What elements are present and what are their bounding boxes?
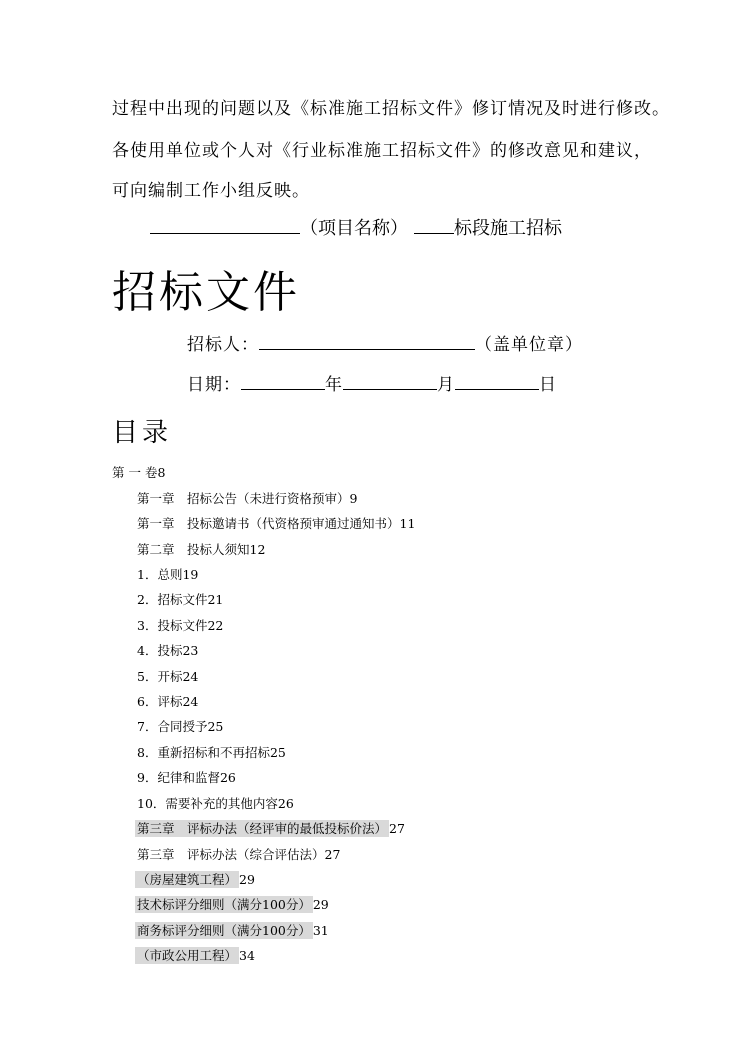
toc-item-highlight: 技术标评分细则（满分100分） <box>137 897 311 912</box>
toc-item-page: 31 <box>312 923 329 938</box>
tenderer-blank <box>259 331 475 350</box>
month-blank <box>343 371 437 390</box>
toc-item[interactable]: 8．重新招标和不再招标25 <box>137 745 286 760</box>
project-name-label: （项目名称） <box>300 218 408 239</box>
toc-item[interactable]: 第一章 招标公告（未进行资格预审）9 <box>137 491 358 506</box>
intro-line-3: 可向编制工作小组反映。 <box>112 181 310 201</box>
tenderer-label: 招标人： <box>187 335 259 355</box>
year-label: 年 <box>325 375 343 395</box>
toc-item-highlight: 商务标评分细则（满分100分） <box>137 923 311 938</box>
section-label: 标段施工招标 <box>454 218 562 239</box>
date-line <box>187 370 557 395</box>
toc-item[interactable] <box>137 819 405 837</box>
toc-item[interactable]: 9．纪律和监督26 <box>137 770 236 785</box>
project-name-blank <box>150 215 300 234</box>
toc-item[interactable] <box>137 870 255 888</box>
toc-item-highlight: （市政公用工程） <box>137 948 238 963</box>
toc-item[interactable]: 4．投标23 <box>137 643 199 658</box>
section-blank <box>414 215 454 234</box>
day-blank <box>455 371 539 390</box>
toc-item-page: 29 <box>312 897 329 912</box>
toc-item[interactable] <box>137 921 329 939</box>
toc-item[interactable]: 7．合同授予25 <box>137 719 224 734</box>
toc-item[interactable]: 第二章 投标人须知12 <box>137 542 266 557</box>
day-label: 日 <box>539 375 557 395</box>
toc-item[interactable]: 1．总则19 <box>137 567 199 582</box>
toc-volume[interactable]: 第 一 卷8 <box>112 465 166 480</box>
toc-item-page: 27 <box>389 821 405 836</box>
seal-label: （盖单位章） <box>475 335 583 355</box>
toc-item-page: 29 <box>239 872 255 887</box>
tenderer-line <box>187 330 583 355</box>
toc-item[interactable]: 5．开标24 <box>137 669 199 684</box>
date-label: 日期： <box>187 375 241 395</box>
toc-item[interactable]: 10．需要补充的其他内容26 <box>137 796 294 811</box>
month-label: 月 <box>437 375 455 395</box>
toc-item[interactable] <box>137 895 329 913</box>
toc-item-highlight: 第三章 评标办法（经评审的最低投标价法） <box>137 821 388 836</box>
intro-line-2: 各使用单位或个人对《行业标准施工招标文件》的修改意见和建议， <box>112 141 652 161</box>
toc-heading: 目录 <box>112 418 173 448</box>
main-title: 招标文件 <box>112 267 300 318</box>
toc-item[interactable]: 第一章 投标邀请书（代资格预审通过通知书）11 <box>137 516 416 531</box>
toc-item[interactable] <box>137 946 255 964</box>
toc-item[interactable]: 3．投标文件22 <box>137 618 224 633</box>
toc-item[interactable]: 2．招标文件21 <box>137 592 224 607</box>
toc-item-page: 34 <box>239 948 255 963</box>
project-title-line <box>150 214 562 240</box>
toc-item-highlight: （房屋建筑工程） <box>137 872 238 887</box>
toc-item[interactable]: 第三章 评标办法（综合评估法）27 <box>137 847 341 862</box>
year-blank <box>241 371 325 390</box>
toc-item[interactable]: 6．评标24 <box>137 694 199 709</box>
intro-line-1: 过程中出现的问题以及《标准施工招标文件》修订情况及时进行修改。 <box>112 99 670 119</box>
